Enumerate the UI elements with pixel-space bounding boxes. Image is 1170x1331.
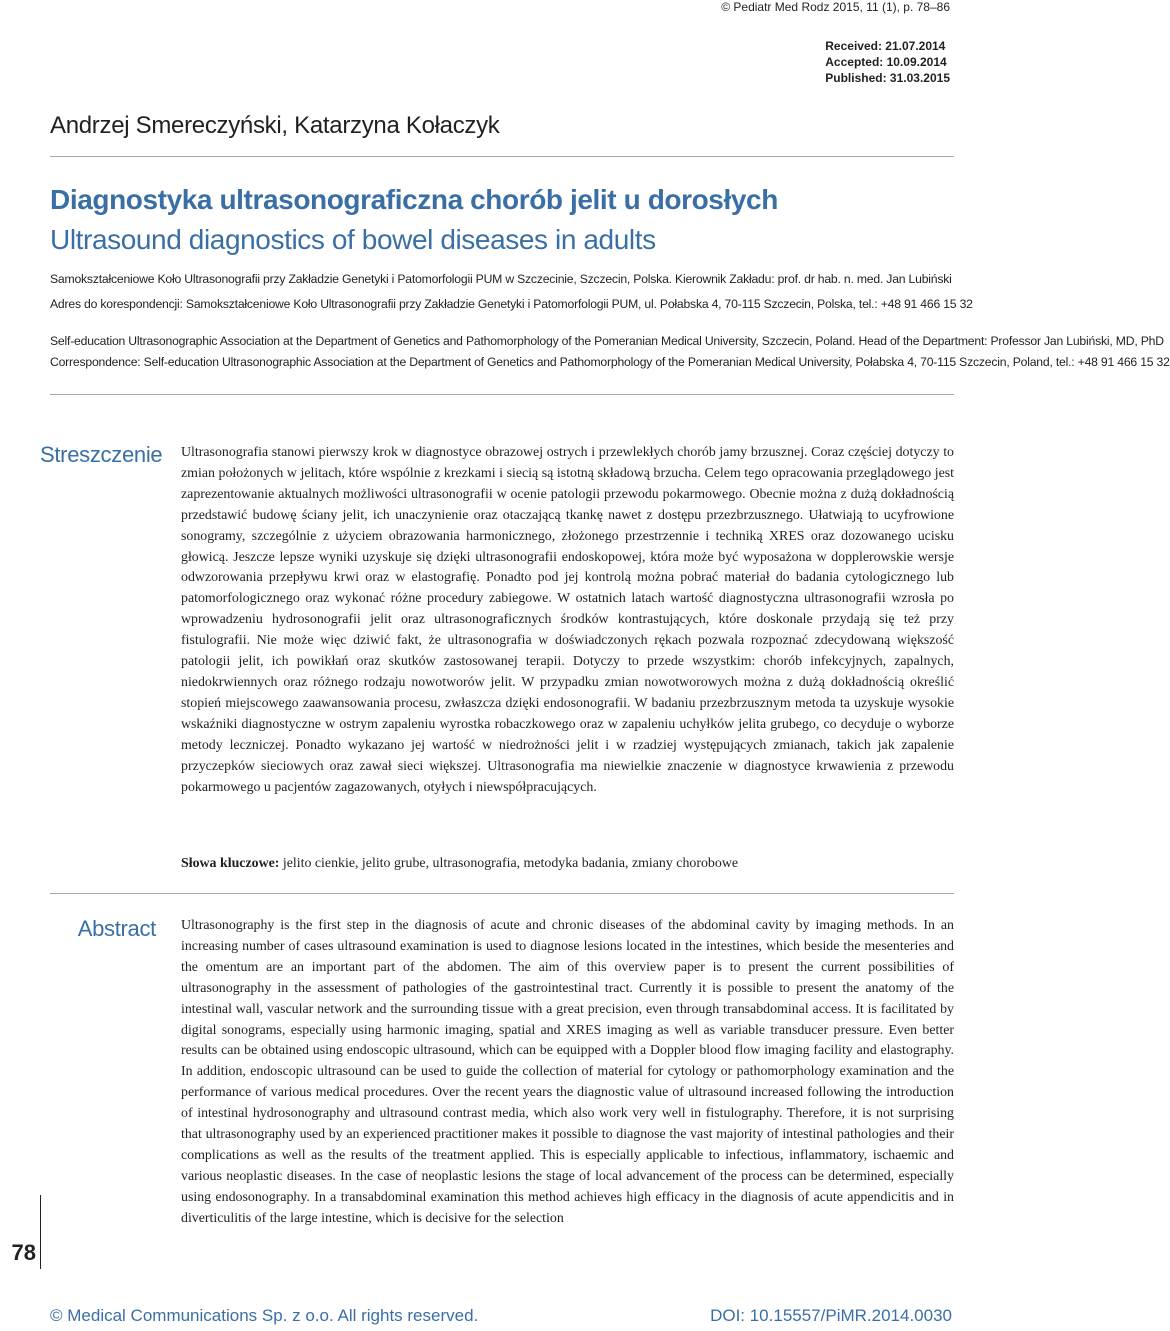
streszczenie-text: Ultrasonografia stanowi pierwszy krok w diagnostyce obrazowej ostrych i przewlekłych chorób jamy brzusznej. Coraz częściej dotyczy to zmian położonych w jelitach, które wspólnie z krezkami i siecią są istotną składową brzucha. Celem tego opracowania przeglądowego jest zaprezentowanie aktualnych możliwości ultrasonografii w ocenie patologii przewodu pokarmowego. Obecnie można z dużą dokładnością przedstawić budowę ściany jelit, ich unaczynienie oraz otaczającą tkankę nawet z dostępu przezbrzusznego. Ułatwiają to ucyfrowione sonogramy, szczególnie z użyciem obrazowania harmonicznego, złożonego przestrzennie i techniką XRES oraz dozowanego ucisku głowicą. Jeszcze lepsze wyniki uzyskuje się dzięki ultrasonografii endoskopowej, która może być wyposażona w dopplerowskie wersje odwzorowania przepływu krwi oraz w elastografię. Ponadto pod jej kontrolą można pobrać materiał do badania cytologicznego lub patomorfologicznego oraz wykonać różne procedury zabiegowe. W ostatnich latach wartość diagnostyczna ultrasonografii wzrosła po wprowadzeniu hydrosonografii jelit oraz ultrasonograficznych środków kontrastujących, które doskonale przydają się też przy fistulografii. Nie może więc dziwić fakt, że ultrasonografia w doświadczonych rękach pozwala rozpoznać zdecydowaną większość patologii jelit, ich powikłań oraz skutków zastosowanej terapii. Dotyczy to przede wszystkim: chorób infekcyjnych, zapalnych, niedokrwiennych oraz różnego rodzaju nowotworów jelit. W przypadku zmian nowotworowych można z dużą dokładnością określić stopień miejscowego zaawansowania procesu, zwłaszcza dzięki endosonografii. W badaniu przezbrzusznym metoda ta uzyskuje wysokie wskaźniki diagnostyczne w ostrym zapaleniu wyrostka robaczkowego oraz w zapaleniu uchyłków jelita grubego, co decyduje o wyborze metody leczniczej. Ponadto wykazano jej wartość w niedrożności jelit i w rzadziej występujących zmianach, takich jak zapalenie przyczepków sieciowych oraz zawał sieci większej. Ultrasonografia ma niewielkie znaczenie w diagnostyce krwawienia z przewodu pokarmowego u pacjentów zagazowanych, otyłych i niewspółpracujących.	[181, 445, 954, 795]
keywords-label: Słowa kluczowe:	[181, 856, 280, 871]
title-polish: Diagnostyka ultrasonograficzna chorób jelit u dorosłych	[50, 184, 778, 215]
received-date: Received: 21.07.2014	[825, 39, 946, 53]
page-number-rule	[40, 1195, 41, 1269]
abstract-text: Ultrasonography is the first step in the diagnosis of acute and chronic diseases of the abdominal cavity by imaging methods. In an increasing number of cases ultrasound examination is used to diagnose lesions located in the intestines, which beside the mesenteries and the omentum are an important part of the abdomen. The aim of this overview paper is to present the current possibilities of ultrasonography in the assessment of pathologies of the gastrointestinal tract. Currently it is possible to present the anatomy of the intestinal wall, vascular network and the surrounding tissue with a great precision, even through transabdominal access. It is facilitated by digital sonograms, especially using harmonic imaging, spatial and XRES imaging as well as variable transducer pressure. Even better results can be obtained using endoscopic ultrasound, which can be equipped with a Doppler blood flow imaging facility and elastography. In addition, endoscopic ultrasound can be used to guide the collection of material for cytology or pathomorphology examination and the performance of various medical procedures. Over the recent years the diagnostic value of ultrasound increased following the introduction of intestinal hydrosonography and ultrasound contrast media, which also work very well in fistulography. Therefore, it is not surprising that ultrasonography used by an experienced practitioner makes it possible to diagnose the vast majority of intestinal pathologies and their complications as well as the results of the treatment applied. This is especially applicable to infectious, inflammatory, ischaemic and various neoplastic diseases. In the case of neoplastic lesions the stage of local advancement of the process can be determined, especially using endosonography. In a transabdominal examination this method achieves high efficacy in the diagnosis of acute appendicitis and in diverticulitis of the large intestine, which is decisive for the selection	[181, 918, 954, 1226]
streszczenie-label: Streszczenie	[40, 442, 163, 467]
divider-top	[50, 156, 954, 157]
authors: Andrzej Smereczyński, Katarzyna Kołaczyk	[50, 112, 500, 139]
correspondence-english: Correspondence: Self-education Ultrasonographic Association at the Department of Genetics and Pathomorphology of the Pomeranian Medical University, Połabska 4, 70-115 Szczecin, Poland, tel.: +48 91 466 15 32	[50, 355, 1170, 369]
journal-reference: © Pediatr Med Rodz 2015, 11 (1), p. 78–86	[721, 0, 950, 14]
page-number: 78	[11, 1240, 36, 1265]
abstract-label: Abstract	[77, 916, 156, 941]
footer-doi: DOI: 10.15557/PiMR.2014.0030	[710, 1306, 952, 1325]
footer-copyright: © Medical Communications Sp. z o.o. All rights reserved.	[50, 1306, 479, 1325]
keywords-polish	[181, 856, 738, 872]
affiliation-polish: Samokształceniowe Koło Ultrasonografii przy Zakładzie Genetyki i Patomorfologii PUM w Szczecinie, Szczecin, Polska. Kierownik Zakładu: prof. dr hab. n. med. Jan Lubiński	[50, 272, 952, 286]
divider-middle	[50, 394, 954, 395]
accepted-date: Accepted: 10.09.2014	[825, 55, 947, 69]
published-date: Published: 31.03.2015	[825, 71, 950, 85]
title-english: Ultrasound diagnostics of bowel diseases in adults	[50, 224, 656, 255]
affiliation-english: Self-education Ultrasonographic Association at the Department of Genetics and Pathomorphology of the Pomeranian Medical University, Szczecin, Poland. Head of the Department: Professor Jan Lubiński, MD, PhD	[50, 334, 1164, 348]
keywords-list: jelito cienkie, jelito grube, ultrasonografia, metodyka badania, zmiany chorobowe	[279, 856, 739, 871]
article-dates	[825, 38, 950, 86]
correspondence-polish: Adres do korespondencji: Samokształceniowe Koło Ultrasonografii przy Zakładzie Genetyki i Patomorfologii PUM, ul. Połabska 4, 70-115 Szczecin, Polska, tel.: +48 91 466 15 32	[50, 297, 973, 311]
divider-lower	[50, 893, 954, 894]
